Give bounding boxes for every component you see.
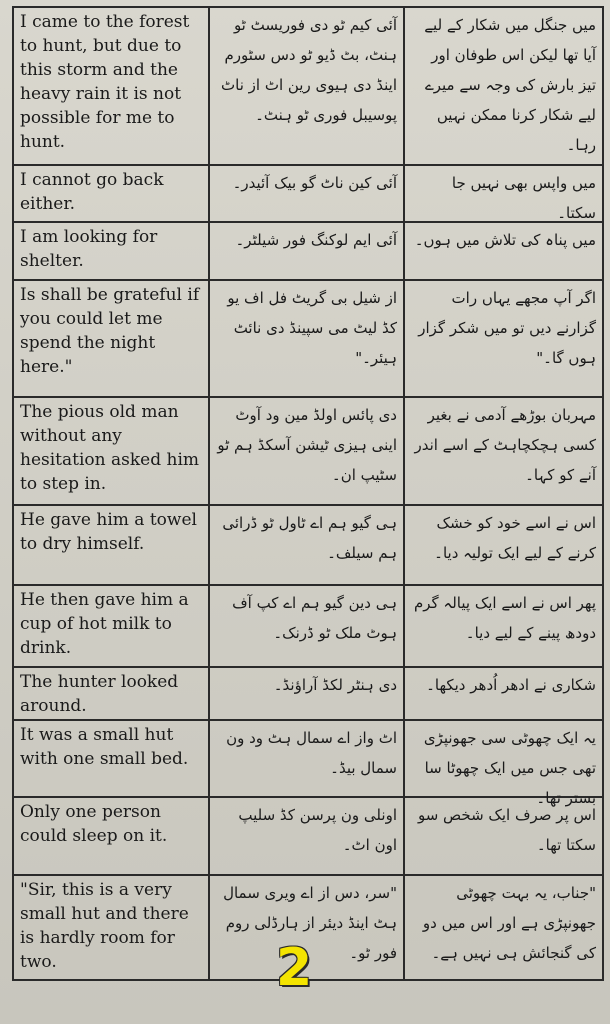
urdu-cell: میں جنگل میں شکار کے لیے آیا تھا لیکن اس طوفان اور تیز بارش کی وجہ سے میرے لیے شکار کرنا ممکن نہیں رہا۔ (424, 16, 596, 154)
table-row (14, 398, 602, 506)
english-cell: It was a small hut with one small bed. (14, 721, 210, 796)
transliteration-cell: اونلی ون پرسن کڈ سلیپ اون اٹ۔ (210, 798, 405, 874)
table-row (14, 798, 602, 876)
english-cell: Is shall be grateful if you could let me spend the night here." (14, 281, 210, 396)
urdu-cell: اس پر صرف ایک شخص سو سکتا تھا۔ (417, 806, 596, 854)
table-row (14, 223, 602, 281)
english-cell: He then gave him a cup of hot milk to drink. (14, 586, 210, 666)
urdu-cell: اس نے اسے خود کو خشک کرنے کے لیے ایک تولیہ دیا۔ (434, 514, 596, 562)
english-cell: "Sir, this is a very small hut and there is hardly room for two. (14, 876, 210, 979)
transliteration-cell: ہی دین گیو ہم اے کپ آف ہوٹ ملک ٹو ڈرنک۔ (210, 586, 405, 666)
english-cell: He gave him a towel to dry himself. (14, 506, 210, 584)
transliteration-cell: ہی گیو ہم اے ٹاول ٹو ڈرائی ہم سیلف۔ (210, 506, 405, 584)
urdu-cell: اگر آپ مجھے یہاں رات گزارنے دیں تو میں شکر گزار ہوں گا۔" (418, 289, 596, 367)
english-cell: I came to the forest to hunt, but due to this storm and the heavy rain it is not possible for me to hunt. (14, 8, 210, 164)
urdu-cell: شکاری نے ادھر اُدھر دیکھا۔ (426, 676, 596, 694)
transliteration-cell: آئی ایم لوکنگ فور شیلٹر۔ (210, 223, 405, 279)
urdu-cell: میں واپس بھی نہیں جا سکتا۔ (451, 174, 596, 222)
transliteration-cell: آئی کیم ٹو دی فوریسٹ ٹو ہنٹ، بٹ ڈیو ٹو دس سٹورم اینڈ دی ہیوی رین اٹ از ناٹ پوسیبل فوری ٹو ہنٹ۔ (210, 8, 405, 164)
table-row (14, 281, 602, 398)
transliteration-cell: دی ہنٹر لکڈ آراؤنڈ۔ (210, 668, 405, 719)
table-row (14, 166, 602, 223)
urdu-cell: یہ ایک چھوٹی سی جھونپڑی تھی جس میں ایک چھوٹا سا بستر تھا۔ (423, 729, 596, 807)
urdu-cell: مہربان بوڑھے آدمی نے بغیر کسی ہچکچاہٹ کے اسے اندر آنے کو کہا۔ (414, 406, 596, 484)
table-row (14, 586, 602, 668)
table-row (14, 8, 602, 166)
english-cell: I cannot go back either. (14, 166, 210, 221)
urdu-cell: میں پناہ کی تلاش میں ہوں۔ (414, 231, 596, 249)
urdu-cell: "جناب، یہ بہت چھوٹی جھونپڑی ہے اور اس میں دو کی گنجائش ہی نہیں ہے۔ (422, 884, 596, 962)
table-row (14, 506, 602, 586)
english-cell: I am looking for shelter. (14, 223, 210, 279)
transliteration-cell: اٹ واز اے سمال ہٹ ود ون سمال بیڈ۔ (210, 721, 405, 796)
transliteration-cell: آئی کین ناٹ گو بیک آئیدر۔ (210, 166, 405, 221)
urdu-cell: پھر اس نے اسے ایک پیالہ گرم دودھ پینے کے لیے دیا۔ (413, 594, 596, 642)
english-cell: The pious old man without any hesitation asked him to step in. (14, 398, 210, 504)
table-row (14, 721, 602, 807)
table-row (14, 668, 602, 721)
transliteration-cell: دی پائس اولڈ مین ود آوٹ اینی ہیزی ٹیشن آسکڈ ہم ٹو سٹیپ ان۔ (210, 398, 405, 504)
english-cell: Only one person could sleep on it. (14, 798, 210, 874)
translation-table (12, 6, 604, 981)
transliteration-cell: از شیل بی گریٹ فل اف یو کڈ لیٹ می سپینڈ دی نائٹ ہیئر۔" (210, 281, 405, 396)
english-cell: The hunter looked around. (14, 668, 210, 719)
transliteration-cell: "سر، دس از اے ویری سمال ہٹ اینڈ دیئر از ہارڈلی روم فور ٹو۔ (210, 876, 405, 979)
page-number: 2 (276, 938, 313, 998)
